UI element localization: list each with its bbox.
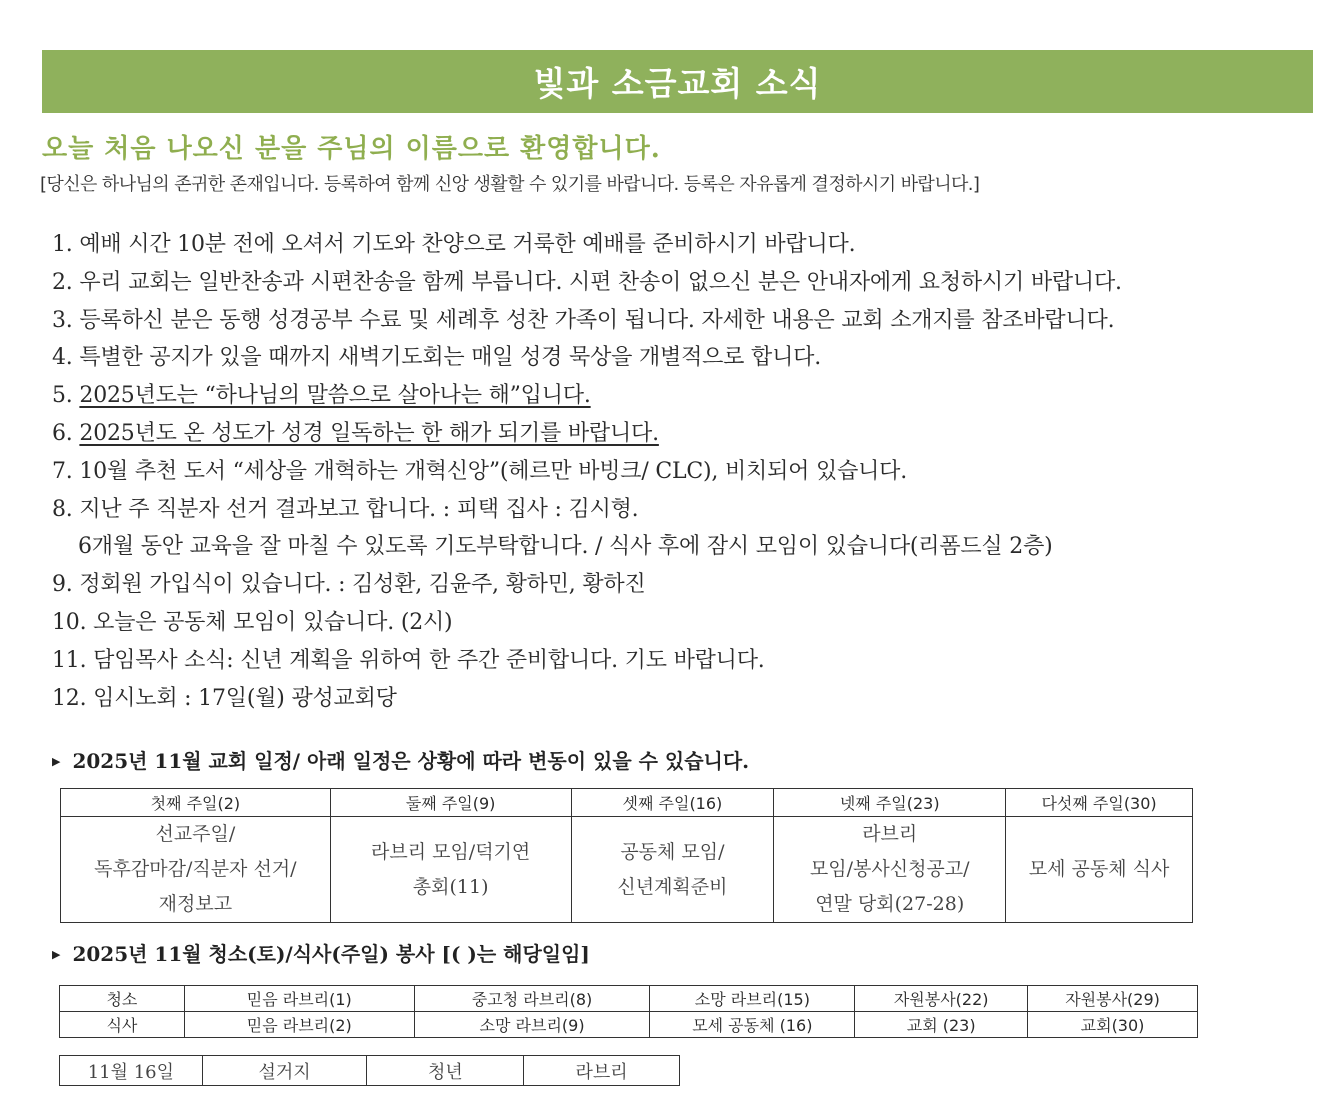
header-cell: 넷째 주일(23) [774, 789, 1006, 817]
service-heading [52, 938, 590, 967]
table-row [60, 986, 1198, 1012]
announcement-item: 1. 예배 시간 10분 전에 오셔서 기도와 찬양으로 거룩한 예배를 준비하시기 바랍니다. [52, 232, 856, 257]
announcement-item: 8. 지난 주 직분자 선거 결과보고 합니다. : 피택 집사 : 김시형. [52, 496, 639, 522]
table-cell: 청소 [60, 986, 185, 1012]
table-cell: 라브리 [524, 1056, 680, 1086]
table-cell [61, 817, 331, 923]
newsletter-banner: 빛과 소금교회 소식 [42, 50, 1313, 113]
table-cell: 자원봉사(22) [855, 986, 1028, 1012]
header-cell: 다섯째 주일(30) [1006, 789, 1193, 817]
table-cell: 청년 [367, 1056, 524, 1086]
table-cell [330, 817, 571, 923]
table-cell: 믿음 라브리(1) [184, 986, 414, 1012]
cell-line: 라브리 [862, 823, 918, 845]
welcome-subnote: [당신은 하나님의 존귀한 존재입니다. 등록하여 함께 신앙 생활할 수 있기를 바랍니다. 등록은 자유롭게 결정하시기 바랍니다.] [40, 174, 980, 195]
table-cell: 소망 라브리(9) [414, 1012, 650, 1038]
cell-line: 신년계획준비 [617, 875, 728, 898]
table-cell: 모세 공동체 (16) [650, 1012, 855, 1038]
item-number: 5. [52, 383, 80, 409]
cell-line: 라브리 모임/덕기연 [370, 840, 531, 863]
announcement-item: 3. 등록하신 분은 동행 성경공부 수료 및 세례후 성찬 가족이 됩니다. 자세한 내용은 교회 소개지를 참조바랍니다. [52, 307, 1115, 333]
announcement-item: 11. 담임목사 소식: 신년 계획을 위하여 한 주간 준비합니다. 기도 바랍니다. [52, 647, 765, 673]
announcement-item: 4. 특별한 공지가 있을 때까지 새벽기도회는 매일 성경 묵상을 개별적으로 합니다. [52, 345, 821, 371]
announcement-item [52, 415, 1322, 453]
monthly-schedule-table [60, 788, 1193, 923]
table-header-row [61, 789, 1193, 817]
table-cell: 중고청 라브리(8) [414, 986, 650, 1012]
table-row [60, 1056, 680, 1086]
bullet-triangle-icon: ▶ [52, 948, 61, 961]
header-cell: 둘째 주일(9) [330, 789, 571, 817]
cell-line: 연말 당회(27-28) [815, 893, 965, 915]
schedule-title: 2025년 11월 교회 일정/ 아래 일정은 상황에 따라 변동이 있을 수 있습니다. [72, 749, 750, 773]
announcement-item: 12. 임시노회 : 17일(월) 광성교회당 [52, 685, 397, 711]
announcement-item: 7. 10월 추천 도서 “세상을 개혁하는 개혁신앙”(헤르만 바빙크/ CLC), 비치되어 있습니다. [52, 458, 908, 484]
announcement-item: 2. 우리 교회는 일반찬송과 시편찬송을 함께 부릅니다. 시편 찬송이 없으신 분은 안내자에게 요청하시기 바랍니다. [52, 269, 1122, 295]
dishwashing-table [59, 1055, 680, 1086]
table-cell: 11월 16일 [60, 1056, 203, 1086]
table-cell: 교회 (23) [855, 1012, 1028, 1038]
announcement-item: 10. 오늘은 공동체 모임이 있습니다. (2시) [52, 609, 453, 635]
announcement-item [52, 377, 1322, 415]
table-cell: 모세 공동체 식사 [1006, 817, 1193, 923]
cell-line: 선교주일/ [155, 823, 236, 845]
cell-line: 공동체 모임/ [620, 840, 725, 863]
table-cell: 식사 [60, 1012, 185, 1038]
header-cell: 셋째 주일(16) [571, 789, 774, 817]
schedule-heading [52, 745, 749, 774]
announcement-item: 9. 정회원 가입식이 있습니다. : 김성환, 김윤주, 황하민, 황하진 [52, 572, 646, 598]
table-cell: 자원봉사(29) [1028, 986, 1198, 1012]
service-duty-table [59, 985, 1198, 1038]
table-cell: 믿음 라브리(2) [184, 1012, 414, 1038]
table-cell: 교회(30) [1028, 1012, 1198, 1038]
table-row [61, 817, 1193, 923]
cell-line: 재정보고 [158, 893, 233, 915]
cell-line: 독후감마감/직분자 선거/ [94, 858, 297, 880]
service-title: 2025년 11월 청소(토)/식사(주일) 봉사 [( )는 해당일임] [72, 942, 590, 966]
table-row [60, 1012, 1198, 1038]
announcement-list [52, 226, 1322, 717]
item-text: 2025년도는 “하나님의 말씀으로 살아나는 해”입니다. [79, 383, 591, 409]
announcement-item-continued: 6개월 동안 교육을 잘 마칠 수 있도록 기도부탁합니다. / 식사 후에 잠시 모임이 있습니다(리폼드실 2층) [78, 534, 1053, 560]
header-cell: 첫째 주일(2) [61, 789, 331, 817]
cell-line: 모임/봉사신청공고/ [809, 858, 970, 880]
item-text: 2025년도 온 성도가 성경 일독하는 한 해가 되기를 바랍니다. [79, 420, 659, 446]
table-cell [571, 817, 774, 923]
welcome-heading: 오늘 처음 나오신 분을 주님의 이름으로 환영합니다. [42, 134, 661, 164]
bullet-triangle-icon: ▶ [52, 755, 61, 768]
cell-line: 총회(11) [412, 875, 489, 898]
table-cell [774, 817, 1006, 923]
item-number: 6. [52, 420, 80, 446]
table-cell: 소망 라브리(15) [650, 986, 855, 1012]
table-cell: 설거지 [202, 1056, 367, 1086]
